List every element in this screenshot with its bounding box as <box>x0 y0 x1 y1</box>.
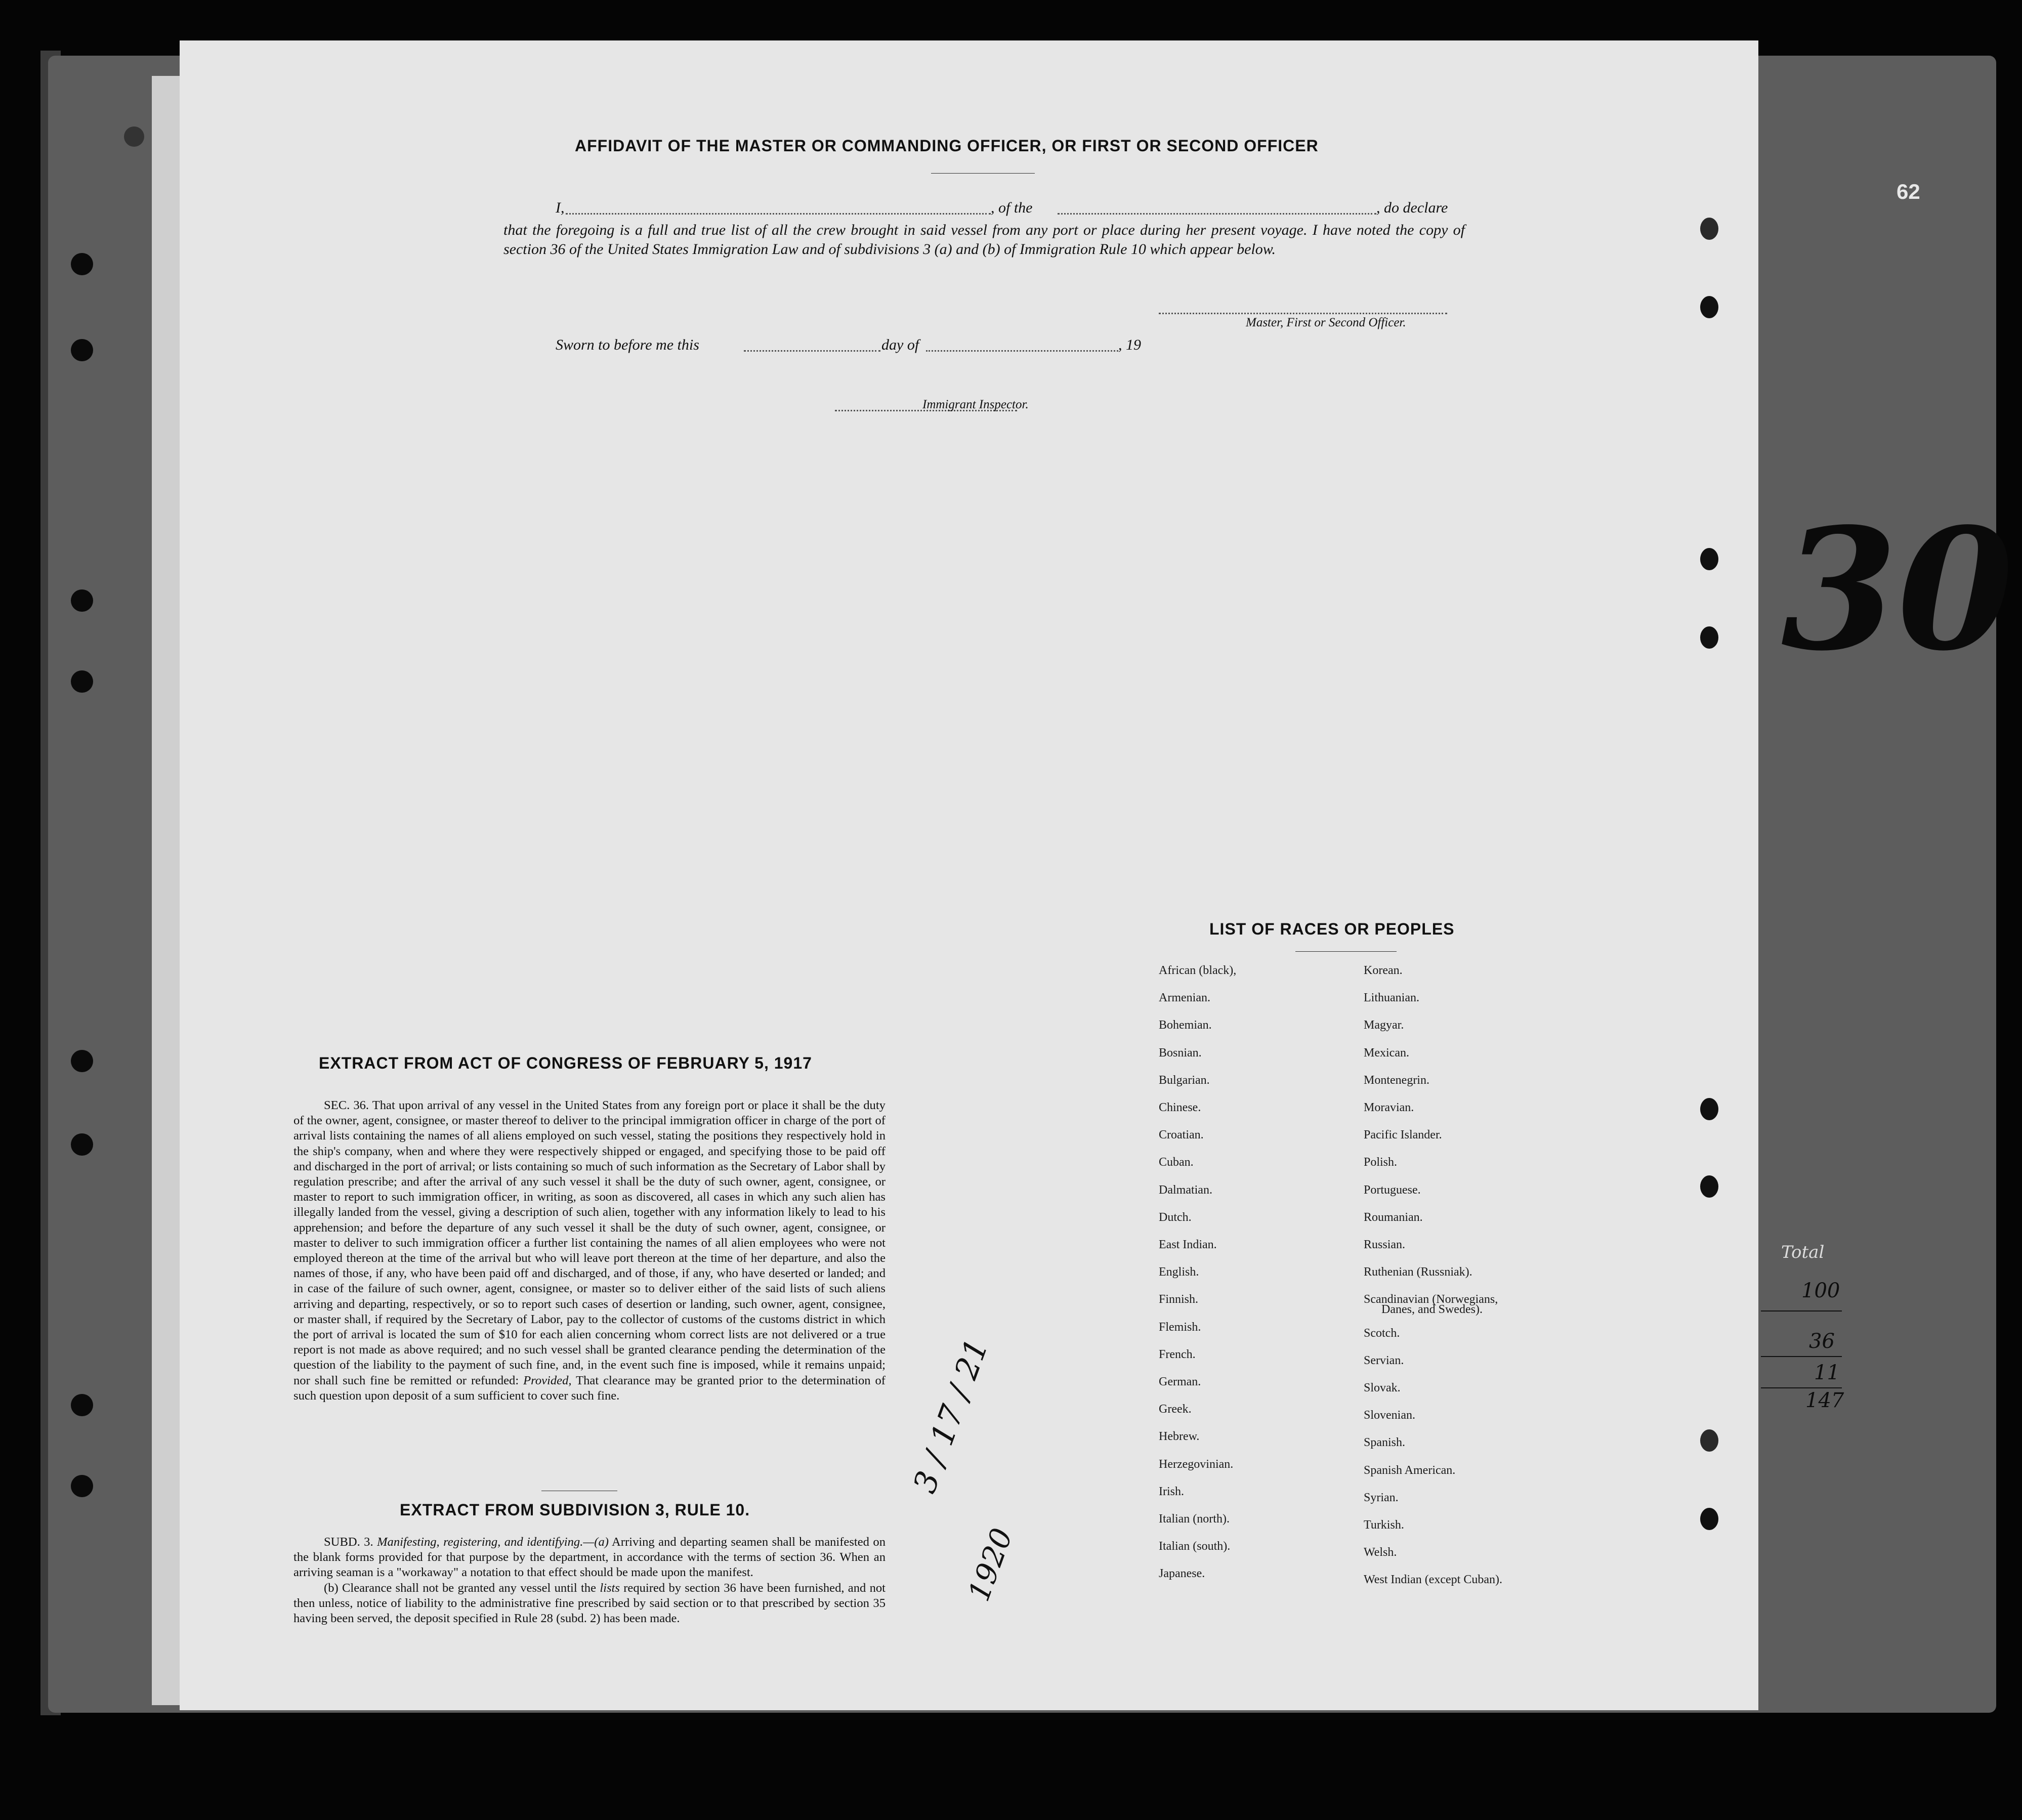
race-item: Flemish. <box>1159 1320 1201 1334</box>
race-item: Bulgarian. <box>1159 1073 1210 1087</box>
binder-hole <box>1700 1508 1718 1530</box>
b-label: (b) <box>324 1581 339 1595</box>
race-item: Croatian. <box>1159 1128 1204 1142</box>
totals-label: Total <box>1781 1242 1825 1262</box>
a-text: Arriving and departing seamen shall be manifested on the blank forms provided for that purpose by the department, in accordance with the terms of section 36. When an arriving seaman is a "workaway" a notation to that effect should be made upon the manifest. <box>293 1535 886 1580</box>
rule-10-text <box>293 1535 886 1626</box>
race-item: Italian (north). <box>1159 1512 1230 1526</box>
race-item: Roumanian. <box>1364 1210 1423 1224</box>
month-blank <box>926 350 1118 352</box>
binder-hole <box>1700 548 1718 570</box>
provided-label: Provided, <box>523 1373 572 1387</box>
name-blank <box>566 213 991 215</box>
total-rule <box>1761 1356 1842 1357</box>
total-value: 36 <box>1809 1330 1835 1353</box>
sworn-label: Sworn to before me this <box>556 336 699 353</box>
binder-hole <box>1700 1429 1718 1452</box>
total-value: 11 <box>1814 1361 1840 1384</box>
race-item: West Indian (except Cuban). <box>1364 1573 1502 1587</box>
race-item: Danes, and Swedes). <box>1381 1303 1483 1316</box>
affidavit-of-the: , of the <box>991 199 1033 216</box>
title-rule <box>931 173 1035 174</box>
a-label: —(a) <box>583 1535 609 1549</box>
race-item: Scandinavian (Norwegians, <box>1364 1293 1498 1306</box>
race-item: Moravian. <box>1364 1101 1414 1114</box>
vessel-blank <box>1058 213 1376 215</box>
race-item: English. <box>1159 1265 1199 1279</box>
race-item: Lithuanian. <box>1364 991 1419 1005</box>
binder-hole <box>71 253 93 275</box>
race-item: Chinese. <box>1159 1101 1201 1114</box>
race-item: Greek. <box>1159 1403 1192 1416</box>
sec-text-2: That clearance may be granted prior to the determination of such question upon deposit of a sum sufficient to cover such fine. <box>293 1373 886 1403</box>
race-item: Polish. <box>1364 1156 1398 1169</box>
race-item: Turkish. <box>1364 1518 1404 1532</box>
race-item: Cuban. <box>1159 1156 1194 1169</box>
binder-hole <box>71 670 93 693</box>
total-value: 147 <box>1805 1389 1844 1412</box>
race-item: French. <box>1159 1347 1196 1361</box>
race-item: Bosnian. <box>1159 1046 1202 1060</box>
binder-hole <box>1700 1175 1718 1198</box>
sec-text-1: That upon arrival of any vessel in the United States from any foreign port or place it shall be the duty of the owner, agent, consignee, or master thereof to deliver to the principal immigration officer in charge of the port of arrival lists containing the names of all aliens employed on such vessel, stating the positions they respectively hold in the ship's company, when and where they were respectively shipped or engaged, and specifying those to be paid off and discharged in the port of arrival; or lists containing so much of such information as the Secretary of Labor shall by regulation prescribe; and after the arrival of any such vessel it shall be the duty of such owner, agent, consignee, or master to report to such immigration officer, in writing, as soon as discovered, all cases in which any such alien has illegally landed from the vessel, giving a description of such alien, together with any information likely to lead to his apprehension; and before the departure of any such vessel it shall be the duty of such owner, agent, consignee, or master to deliver to such immigration officer a further list containing the names of all alien employees who were not employed thereon at the time of the arrival but who will leave port thereon at the time of her departure, and also the names of those, if any, who have been paid off and discharged, and of those, if any, who have deserted or landed; and in case of the failure of such owner, agent, consignee, or master so to deliver either of the said lists of such aliens arriving and departing, respectively, or so to report such cases of desertion or landing, such owner, agent, consignee, or master shall, if required by the Secretary of Labor, pay to the collector of customs of the customs district in which the port of arrival is located the sum of $10 for each alien concerning whom correct lists are not delivered or a true report is not made as above required; and no such vessel shall be granted clearance pending the determination of the question of the liability to the payment of such fine, and, in the event such fine is imposed, while it remains unpaid; nor shall such fine be remitted or refunded: <box>293 1098 886 1387</box>
race-item: Mexican. <box>1364 1046 1409 1060</box>
binder-hole <box>71 589 93 612</box>
page-number: 62 <box>1897 180 1920 203</box>
day-of-label: day of <box>881 336 919 353</box>
race-item: Japanese. <box>1159 1567 1205 1581</box>
total-value: 100 <box>1801 1279 1840 1302</box>
race-item: Slovak. <box>1364 1381 1401 1394</box>
b-text-2: required by section 36 have been furnished, and not then unless, notice of liability to the administrative fine prescribed by said section or to that prescribed by section 35 having been served, the deposit specified in Rule 28 (subd. 2) has been made. <box>293 1581 886 1626</box>
binder-hole <box>71 1133 93 1156</box>
binder-hole <box>1700 218 1718 240</box>
binder-hole <box>71 1050 93 1072</box>
race-item: East Indian. <box>1159 1238 1217 1251</box>
year-label: , 19 <box>1118 336 1141 353</box>
day-blank <box>744 350 880 352</box>
binder-hole <box>71 1475 93 1497</box>
affidavit-body: that the foregoing is a full and true list of all the crew brought in said vessel from any port or place during her present voyage. I have noted the copy of section 36 of the United States Immigration Law and of subdivisions 3 (a) and (b) of Immigration Rule 10 which appear below. <box>503 222 1465 258</box>
race-item: Spanish. <box>1364 1436 1406 1450</box>
inspector-label: Immigrant Inspector. <box>922 398 1029 411</box>
race-item: Italian (south). <box>1159 1540 1231 1553</box>
race-item: Pacific Islander. <box>1364 1128 1442 1142</box>
race-item: Magyar. <box>1364 1019 1404 1032</box>
binder-hole <box>1700 296 1718 318</box>
b-lists: lists <box>600 1581 620 1595</box>
affidavit-title: AFFIDAVIT OF THE MASTER OR COMMANDING OFFICER, OR FIRST OR SECOND OFFICER <box>575 137 1319 155</box>
binder-hole <box>71 1394 93 1416</box>
handwritten-number-2: 1920 <box>961 1523 1020 1606</box>
handwritten-number: 30 <box>1781 491 2014 688</box>
sec-label: SEC. 36. <box>324 1098 369 1112</box>
race-item: Russian. <box>1364 1238 1406 1251</box>
race-item: Bohemian. <box>1159 1019 1212 1032</box>
total-rule <box>1761 1387 1842 1388</box>
binder-hole <box>1700 626 1718 649</box>
binder-hole <box>71 339 93 361</box>
extract-act-title: EXTRACT FROM ACT OF CONGRESS OF FEBRUARY 5, 1917 <box>319 1054 812 1072</box>
race-item: Finnish. <box>1159 1293 1199 1306</box>
race-item: Servian. <box>1364 1353 1404 1367</box>
race-item: Montenegrin. <box>1364 1073 1429 1087</box>
race-item: African (black), <box>1159 964 1237 977</box>
master-signature-line <box>1159 313 1447 314</box>
total-rule <box>1761 1310 1842 1311</box>
race-item: Welsh. <box>1364 1546 1397 1559</box>
race-item: Herzegovinian. <box>1159 1457 1234 1471</box>
race-item: Dutch. <box>1159 1210 1192 1224</box>
race-item: Slovenian. <box>1364 1409 1415 1422</box>
extract-rule-title: EXTRACT FROM SUBDIVISION 3, RULE 10. <box>400 1501 750 1519</box>
races-title: LIST OF RACES OR PEOPLES <box>1209 920 1455 938</box>
section-36-text <box>293 1098 886 1404</box>
race-item: German. <box>1159 1375 1201 1388</box>
race-item: Hebrew. <box>1159 1430 1200 1444</box>
race-item: Korean. <box>1364 964 1403 977</box>
affidavit-i: I, <box>556 199 565 216</box>
binder-hole <box>124 126 144 147</box>
subd-heading: Manifesting, registering, and identifying. <box>377 1535 583 1549</box>
race-item: Armenian. <box>1159 991 1210 1005</box>
race-item: Scotch. <box>1364 1326 1400 1340</box>
master-label: Master, First or Second Officer. <box>1246 316 1406 329</box>
affidavit-declare: , do declare <box>1376 199 1448 216</box>
race-item: Dalmatian. <box>1159 1183 1212 1197</box>
binder-hole <box>1700 1098 1718 1120</box>
subd-label: SUBD. 3. <box>324 1535 373 1549</box>
b-text-1: Clearance shall not be granted any vessel until the <box>342 1581 597 1595</box>
race-item: Irish. <box>1159 1485 1184 1498</box>
race-item: Portuguese. <box>1364 1183 1421 1197</box>
handwritten-date: 3 / 17 / 21 <box>906 1334 996 1498</box>
race-item: Ruthenian (Russniak). <box>1364 1265 1472 1279</box>
race-item: Spanish American. <box>1364 1463 1456 1477</box>
front-page <box>180 40 1758 1710</box>
races-rule <box>1295 951 1397 952</box>
race-item: Syrian. <box>1364 1491 1399 1504</box>
